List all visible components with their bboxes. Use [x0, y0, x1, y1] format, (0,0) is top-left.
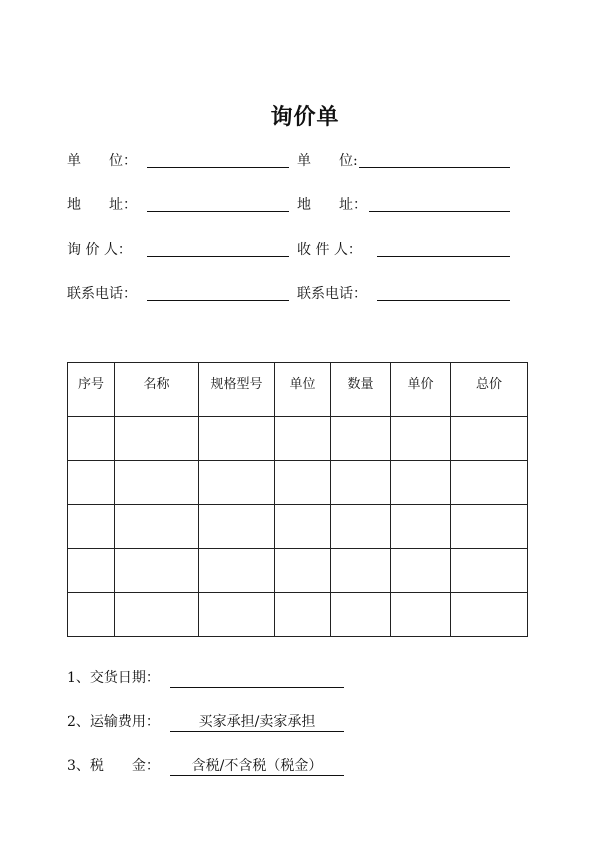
- table-row: [68, 593, 528, 637]
- receiver-unit-input[interactable]: [359, 167, 510, 168]
- table-row: [68, 549, 528, 593]
- inquirer-input[interactable]: [147, 256, 289, 257]
- table-cell[interactable]: [68, 417, 115, 461]
- table-cell[interactable]: [275, 417, 331, 461]
- table-cell[interactable]: [68, 549, 115, 593]
- tax-term: [67, 755, 347, 777]
- receiver-address-input[interactable]: [369, 211, 510, 212]
- table-cell[interactable]: [115, 417, 199, 461]
- recipient-label: 收 件 人：: [297, 242, 362, 258]
- table-cell[interactable]: [451, 461, 528, 505]
- sender-phone-label: 联系电话：: [67, 286, 137, 302]
- table-row: [68, 505, 528, 549]
- table-cell[interactable]: [199, 549, 275, 593]
- table-cell[interactable]: [331, 417, 391, 461]
- shipping-cost-label: 2、运输费用：: [67, 714, 160, 730]
- items-table: [67, 362, 528, 637]
- receiver-phone-label: 联系电话：: [297, 286, 367, 302]
- table-cell[interactable]: [68, 593, 115, 637]
- table-cell[interactable]: [115, 505, 199, 549]
- column-header-spec: 规格型号: [199, 363, 275, 417]
- table-cell[interactable]: [199, 417, 275, 461]
- tax-label: 3、税 金：: [67, 758, 160, 774]
- table-cell[interactable]: [115, 549, 199, 593]
- delivery-date-label: 1、交货日期：: [67, 670, 160, 686]
- tax-input[interactable]: 含税/不含税（税金）: [170, 755, 344, 776]
- recipient-field: [297, 239, 510, 261]
- receiver-address-label: 地 址：: [297, 197, 367, 213]
- table-cell[interactable]: [331, 505, 391, 549]
- sender-unit-field: [67, 150, 289, 172]
- table-cell[interactable]: [331, 549, 391, 593]
- sender-address-label: 地 址：: [67, 197, 137, 213]
- sender-unit-input[interactable]: [147, 167, 289, 168]
- table-cell[interactable]: [451, 593, 528, 637]
- receiver-unit-label: 单 位:: [297, 153, 358, 169]
- table-cell[interactable]: [451, 505, 528, 549]
- table-cell[interactable]: [275, 505, 331, 549]
- delivery-date-input[interactable]: [170, 667, 344, 688]
- table-cell[interactable]: [331, 593, 391, 637]
- table-cell[interactable]: [451, 417, 528, 461]
- receiver-address-field: [297, 194, 510, 216]
- table-cell[interactable]: [275, 593, 331, 637]
- table-cell[interactable]: [199, 505, 275, 549]
- table-cell[interactable]: [391, 417, 451, 461]
- table-cell[interactable]: [199, 593, 275, 637]
- column-header-total-price: 总价: [451, 363, 528, 417]
- sender-address-field: [67, 194, 289, 216]
- sender-address-input[interactable]: [147, 211, 289, 212]
- table-cell[interactable]: [275, 549, 331, 593]
- table-cell[interactable]: [115, 593, 199, 637]
- shipping-cost-input[interactable]: 买家承担/卖家承担: [170, 711, 344, 732]
- receiver-unit-field: [297, 150, 510, 172]
- column-header-name: 名称: [115, 363, 199, 417]
- table-row: [68, 417, 528, 461]
- table-cell[interactable]: [451, 549, 528, 593]
- inquirer-field: [67, 239, 289, 261]
- table-cell[interactable]: [391, 593, 451, 637]
- inquirer-label: 询 价 人：: [67, 242, 132, 258]
- delivery-date-term: [67, 667, 347, 689]
- column-header-unit-price: 单价: [391, 363, 451, 417]
- table-cell[interactable]: [68, 505, 115, 549]
- page-title: 询价单: [270, 105, 340, 130]
- sender-phone-field: [67, 283, 289, 305]
- shipping-cost-term: [67, 711, 347, 733]
- column-header-quantity: 数量: [331, 363, 391, 417]
- table-header-row: [68, 363, 528, 417]
- table-cell[interactable]: [68, 461, 115, 505]
- table-cell[interactable]: [391, 549, 451, 593]
- column-header-index: 序号: [68, 363, 115, 417]
- table-row: [68, 461, 528, 505]
- column-header-unit: 单位: [275, 363, 331, 417]
- table-cell[interactable]: [391, 505, 451, 549]
- table-cell[interactable]: [115, 461, 199, 505]
- sender-phone-input[interactable]: [147, 300, 289, 301]
- table-cell[interactable]: [275, 461, 331, 505]
- table-body: [68, 417, 528, 637]
- recipient-input[interactable]: [377, 256, 510, 257]
- table-cell[interactable]: [331, 461, 391, 505]
- table-cell[interactable]: [391, 461, 451, 505]
- sender-unit-label: 单 位：: [67, 153, 137, 169]
- receiver-phone-input[interactable]: [377, 300, 510, 301]
- receiver-phone-field: [297, 283, 510, 305]
- table-cell[interactable]: [199, 461, 275, 505]
